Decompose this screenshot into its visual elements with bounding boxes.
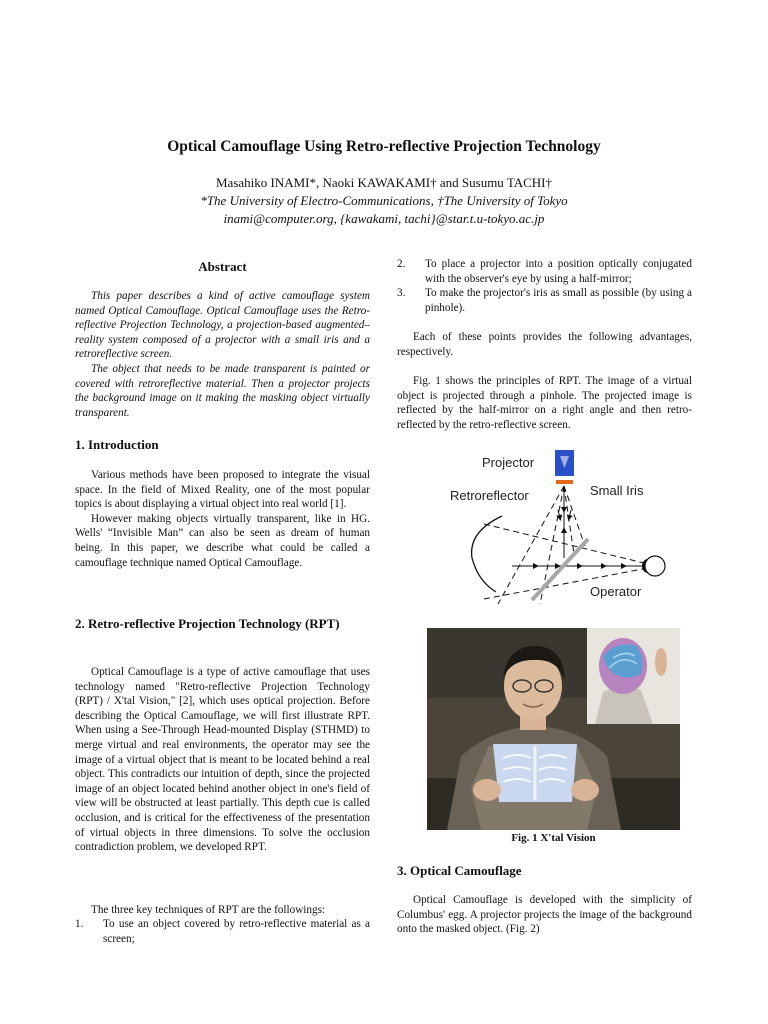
rpt-diagram <box>440 446 680 611</box>
rpt-list-intro <box>75 903 370 918</box>
optical-camouflage-heading: 3. Optical Camouflage <box>397 863 522 878</box>
list-item: 3. To make the projector's iris as small as possible (by using a pinhole). <box>397 287 692 314</box>
view-ray <box>484 524 648 564</box>
abstract-heading: Abstract <box>198 259 247 274</box>
rpt-paragraph: Optical Camouflage is a type of active camouflage that uses technology named "Retro-reflective Projection Technology (RPT) / X'tal Vision," [2], which uses optical projection. Before describing the Optical Camouflage, we will first illustrate RPT. When using a See-Through Head-mounted Display (STHMD) to merge virtual and real environments, the operator may see the image of a virtual object that is meant to be located behind a real object. This contradicts our intuition of depth, since the projected image of an object located behind another object in one's field of view will be obstructed at least partially. This depth cue is called occlusion, and is critical for the effectiveness of the presentation of virtual objects in three dimensions. To solve the occlusion contradiction problem, we developed RPT. <box>75 666 370 854</box>
author-list: Masahiko INAMI*, Naoki KAWAKAMI† and Susumu TACHI† <box>215 175 552 190</box>
optical-camouflage-paragraph: Optical Camouflage is developed with the simplicity of Columbus' egg. A projector projects the image of the background onto the masked object. (Fig. 2) <box>397 894 692 936</box>
abstract-paragraph: The object that needs to be made transparent is painted or covered with retroreflective material. Then a projector projects the background image on it making the masking object virtually transparent. <box>75 362 370 419</box>
paper-title: Optical Camouflage Using Retro-reflective Projection Technology <box>167 138 601 155</box>
introduction-paragraph: However making objects virtually transparent, like in HG. Wells' “Invisible Man” can also be seen as dream of human being. In this paper, we describe what could be called a camouflage technique named Optical Camouflage. <box>75 512 370 569</box>
rpt-principles-text <box>397 374 692 432</box>
rpt-paragraph: The three key techniques of RPT are the followings: <box>91 904 326 916</box>
list-item: 1. To use an object covered by retro-reflective material as a screen; <box>75 918 370 945</box>
small-iris-label: Small Iris <box>590 483 644 498</box>
introduction-heading: 1. Introduction <box>75 437 159 452</box>
abstract-body <box>75 289 370 420</box>
advantages-text <box>397 330 692 359</box>
rpt-paragraph: Each of these points provides the following advantages, respectively. <box>397 331 692 358</box>
rpt-paragraph: Fig. 1 shows the principles of RPT. The image of a virtual object is projected through a pinhole. The projected image is reflected by the half-mirror on a right angle and then retro-reflected by the retro-reflective screen. <box>397 375 692 431</box>
retroreflector-label: Retroreflector <box>450 488 529 503</box>
abstract-paragraph: This paper describes a kind of active camouflage system named Optical Camouflage. Optical Camouflage uses the Retro-reflective Projection Technology, a projection-based augmented–reality system composed of a projector with a small iris and a retroreflective screen. <box>75 290 370 361</box>
optical-camouflage-body <box>397 893 692 937</box>
author-emails: inami@computer.org, {kawakami, tachi}@star.t.u-tokyo.ac.jp <box>223 211 545 226</box>
rpt-body <box>75 665 370 855</box>
rpt-technique-list <box>75 917 370 946</box>
projection-ray <box>564 486 585 546</box>
projector-label: Projector <box>482 455 535 470</box>
list-item: 2. To place a projector into a position optically conjugated with the observer's eye by using a half-mirror; <box>397 258 692 285</box>
introduction-body <box>75 468 370 570</box>
xtal-vision-photo <box>427 628 680 830</box>
introduction-paragraph: Various methods have been proposed to integrate the visual space. In the field of Mixed Reality, one of the most popular topics is about displaying a virtual object into real world [1]. <box>75 469 370 511</box>
affiliations: *The University of Electro-Communications, †The University of Tokyo <box>200 193 568 208</box>
rpt-heading: 2. Retro-reflective Projection Technology (RPT) <box>75 616 340 631</box>
rpt-technique-list-continued <box>397 257 692 315</box>
figure-caption: Fig. 1 X'tal Vision <box>511 832 596 844</box>
small-iris-icon <box>556 480 573 484</box>
half-mirror <box>532 539 588 600</box>
operator-label: Operator <box>590 584 642 599</box>
projection-ray <box>498 486 564 604</box>
